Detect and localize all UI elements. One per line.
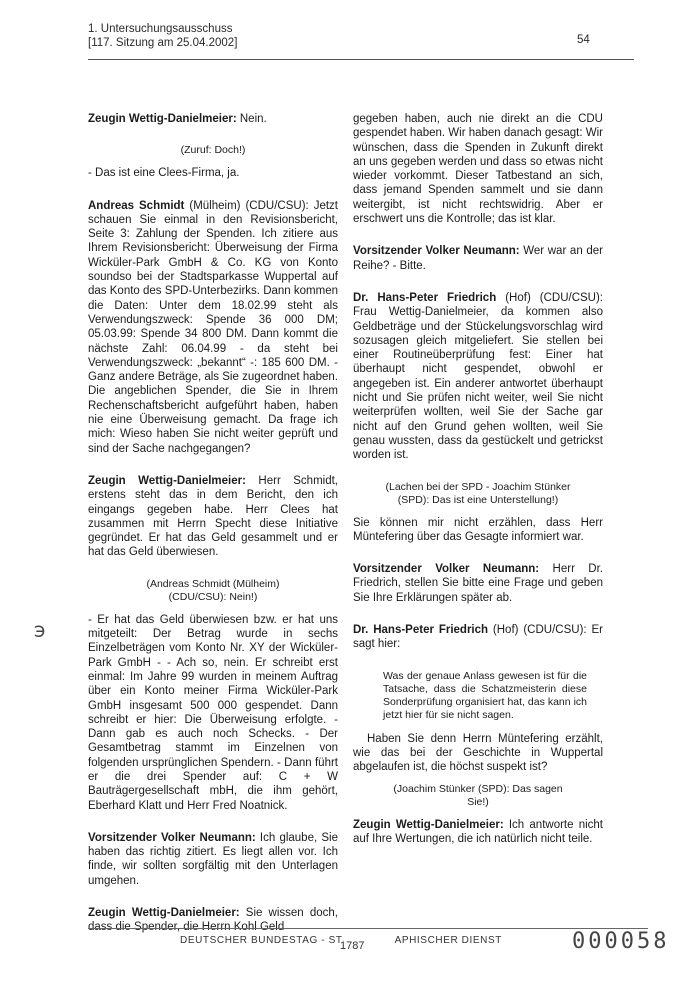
speaker-name: Zeugin Wettig-Danielmeier: <box>88 474 246 487</box>
paragraph <box>353 112 603 226</box>
interjection: (Joachim Stünker (SPD): Das sagen Sie!) <box>393 782 563 808</box>
paragraph <box>88 166 338 180</box>
session-info: [117. Sitzung am 25.04.2002] <box>88 37 238 49</box>
speech <box>353 291 603 463</box>
speaker-name: Zeugin Wettig-Danielmeier: <box>88 113 237 125</box>
paragraph: Haben Sie denn Herrn Müntefering erzählt, wie das bei der Geschichte in Wuppertal abgelaufen ist, die höchst suspekt ist? <box>353 732 603 774</box>
quoted-passage: Was der genaue Anlass gewesen ist für die Tatsache, dass die Schatzmeisterin diese Sonderprüfung organisiert hat, das kann ich jetzt hier für sie nicht sagen. <box>383 669 587 721</box>
interjection: (Zuruf: Doch!) <box>180 144 246 157</box>
speech <box>353 562 603 605</box>
speech <box>88 474 338 560</box>
interjection: (Lachen bei der SPD - Joachim Stünker (SPD): Das ist eine Unterstellung!) <box>385 480 571 506</box>
speaker-affiliation: (Mülheim) (CDU/CSU): <box>184 199 309 212</box>
speaker-affiliation: (Hof) (CDU/CSU): <box>496 291 603 304</box>
speech-text: Ich antworte nicht auf Ihre Wertungen, die ich natürlich nicht teile. <box>353 818 603 845</box>
speech-text: Herr Dr. Friedrich, stellen Sie bitte eine Frage und geben Sie Ihre Erklärungen später ab. <box>353 563 603 604</box>
speech <box>353 818 603 847</box>
speech-text: gegeben haben, auch nie direkt an die CDU gespendet haben. Wir haben danach gesagt: Wir wünschen, dass die Spenden in Zukunft direkt an uns gegeben werden und dass so etwas nicht wieder vorkommt. Dieser Tatbestand an sich, dass jemand Spenden sammelt und sie dann weitergibt, ist nicht rechtswidrig. Aber er erschwert uns die Kontrolle; das ist klar. <box>353 113 603 226</box>
speaker-name: Zeugin Wettig-Danielmeier: <box>353 818 504 831</box>
speech <box>88 906 338 935</box>
speaker-name: Vorsitzender Volker Neumann: <box>353 245 520 258</box>
speech-text: Herr Schmidt, erstens steht das in dem Bericht, den ich eingangs gegeben habe. Herr Clees hat zusammen mit Herrn Specht diese Initiative gegründet. Er hat das Geld gesammelt und er hat das Geld überwiesen. <box>88 474 338 559</box>
speech <box>88 199 338 456</box>
speaker-name: Andreas Schmidt <box>88 199 185 212</box>
speech-text: Jetzt schauen Sie einmal in den Revisionsbericht, Seite 3: Zahlung der Spenden. Ich zitiere aus Ihrem Revisionsbericht: Überweisung der Firma Wicküler-Park GmbH & Co. KG von Konto soundso bei der Stadtsparkasse Wuppertal auf das Konto des SPD-Unterbezirks. Dann kommen die Daten: Unter dem 18.02.99 steht als Verwendungszweck: Spende 36 000 DM; 05.03.99: Spende 34 800 DM. Dann kommt die nächste Zahl: 06.04.99 - da steht bei Verwendungszweck: „bekannt“ -: 185 600 DM. - Ganz andere Beträge, als Sie zugeordnet haben. Die angeblichen Spender, die Sie in Ihrem Rechenschaftsbericht aufgeführt haben, haben nie eine Überweisung gemacht. Da frage ich mich: Wieso haben Sie nicht weiter geprüft und sind der Sache nachgegangen? <box>88 199 338 455</box>
speaker-name: Dr. Hans-Peter Friedrich <box>353 291 497 304</box>
interjection: (Andreas Schmidt (Mülheim) (CDU/CSU): Nein!) <box>146 577 280 603</box>
speaker-name: Vorsitzender Volker Neumann: <box>88 831 256 844</box>
footer-page-number: 1787 <box>340 940 365 952</box>
speech-text: Sie wissen doch, dass die Spender, die Herrn Kohl Geld <box>88 907 338 934</box>
archive-stamp: 000058 <box>572 929 670 954</box>
speaker-name: Zeugin Wettig-Danielmeier: <box>88 907 240 920</box>
margin-mark: ℈ <box>34 622 46 639</box>
speech <box>88 112 338 126</box>
speech-text: Er sagt hier: <box>353 624 603 651</box>
speech-text: - Das ist eine Clees-Firma, ja. <box>88 167 240 180</box>
header-rule <box>88 59 634 60</box>
speaker-name: Vorsitzender Volker Neumann: <box>353 563 540 576</box>
speech-text: Nein. <box>236 113 267 125</box>
committee-title: 1. Untersuchungsausschuss <box>88 23 233 35</box>
paragraph <box>353 516 603 545</box>
right-column <box>353 112 603 864</box>
speech-text: Sie können mir nicht erzählen, dass Herr Müntefering über das Gesagte informiert war. <box>353 516 603 543</box>
footer-rule <box>88 928 648 929</box>
speech-text: Frau Wettig-Danielmeier, da kommen also Geldbeträge und der Stückelungsvorschlag wird sozusagen gleich mitgeliefert. Sie stellen bei einer Routineüberprüfung fest: Einer hat überhaupt nicht gespendet, obwohl er angegeben ist. Ein anderer antwortet überhaupt nicht und Sie prüfen nicht weiter, weil Sie nicht weiterprüfen wollten, weil Sie der Sache gar nicht auf den Grund gehen wollten, weil Sie genau wussten, dass da gestückelt und getrickst worden ist. <box>353 306 603 462</box>
speech-text: Ich glaube, Sie haben das richtig zitiert. Es liegt allen vor. Ich finde, wir sollten sorgfältig mit den Unterlagen umgehen. <box>88 831 338 887</box>
footer-text: DEUTSCHER BUNDESTAG - ST APHISCHER DIENST <box>180 935 502 946</box>
paragraph <box>88 613 338 813</box>
page-number: 54 <box>577 34 590 46</box>
speech-text: Wer war an der Reihe? - Bitte. <box>353 245 603 272</box>
speech <box>353 623 603 652</box>
left-column <box>88 112 338 953</box>
speech-text: - Er hat das Geld überwiesen bzw. er hat uns mitgeteilt: Der Betrag wurde in sechs Einzelbeträgen vom Konto Nr. XY der Wicküler-Park GmbH - - Ach so, nein. Er schreibt erst einmal: Im Jahre 99 wurden in meinem Auftrag über ein Konto meiner Firma Wicküler-Park GmbH insgesamt 500 000 gespendet. Dann schreibt er hier: Die Überweisung erfolgte. - Dann gab es auch noch Schecks. - Der Gesamtbetrag stammt im Einzelnen von folgenden ursprünglichen Spendern. - Dann führt er die drei Spender auf: C + W Bauträgergesellschaft mbH, die ihm gehört, Eberhard Klatt und Herr Fred Noatnick. <box>88 613 338 812</box>
page-header <box>88 22 237 50</box>
speech <box>88 831 338 888</box>
speaker-affiliation: (Hof) (CDU/CSU): <box>488 624 587 637</box>
speech <box>353 244 603 273</box>
speaker-name: Dr. Hans-Peter Friedrich <box>353 624 489 637</box>
